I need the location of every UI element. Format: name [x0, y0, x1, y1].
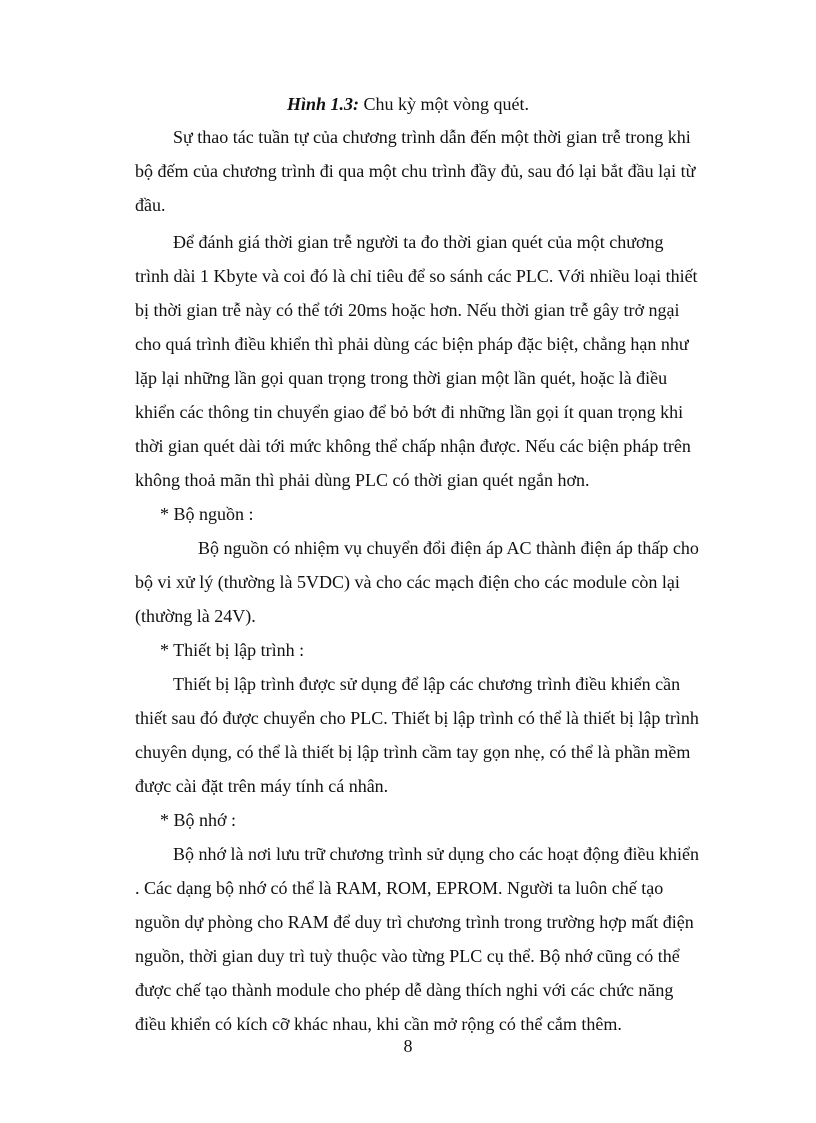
text-line: thời gian quét dài tới mức không thể chấp nhận được. Nếu các biện pháp trên [135, 436, 691, 456]
section-heading-programming-device: * Thiết bị lập trình : [160, 640, 305, 660]
text-line: không thoả mãn thì phải dùng PLC có thời gian quét ngắn hơn. [135, 470, 590, 490]
page-number: 8 [403, 1036, 413, 1056]
figure-caption [0, 92, 816, 116]
text-line: trình dài 1 Kbyte và coi đó là chỉ tiêu để so sánh các PLC. Với nhiều loại thiết [135, 266, 698, 286]
text-line: điều khiển có kích cỡ khác nhau, khi cần mở rộng có thể cắm thêm. [135, 1014, 622, 1034]
section-heading-power-supply: * Bộ nguồn : [160, 504, 254, 524]
text-line: cho quá trình điều khiển thì phải dùng các biện pháp đặc biệt, chẳng hạn như [135, 334, 689, 354]
text-line: Bộ nhớ là nơi lưu trữ chương trình sử dụng cho các hoạt động điều khiển [173, 844, 699, 864]
text-line: bị thời gian trễ này có thể tới 20ms hoặc hơn. Nếu thời gian trễ gây trở ngại [135, 300, 680, 320]
text-line: đầu. [135, 195, 166, 215]
text-line: được cài đặt trên máy tính cá nhân. [135, 776, 389, 796]
text-line: (thường là 24V). [135, 606, 256, 626]
text-line: nguồn dự phòng cho RAM để duy trì chương trình trong trường hợp mất điện [135, 912, 694, 932]
text-line: nguồn, thời gian duy trì tuỳ thuộc vào từng PLC cụ thể. Bộ nhớ cũng có thể [135, 946, 680, 966]
text-line: chuyên dụng, có thể là thiết bị lập trình cầm tay gọn nhẹ, có thể là phần mềm [135, 742, 691, 762]
text-line: Bộ nguồn có nhiệm vụ chuyển đổi điện áp AC thành điện áp thấp cho [198, 538, 699, 558]
text-line: Thiết bị lập trình được sử dụng để lập các chương trình điều khiển cần [173, 674, 681, 694]
text-line: lặp lại những lần gọi quan trọng trong thời gian một lần quét, hoặc là điều [135, 368, 668, 388]
text-line: Để đánh giá thời gian trễ người ta đo thời gian quét của một chương [173, 232, 664, 252]
text-line: Sự thao tác tuần tự của chương trình dẫn đến một thời gian trễ trong khi [173, 127, 691, 147]
figure-label: Hình 1.3: [286, 94, 360, 114]
figure-caption-text: Chu kỳ một vòng quét. [359, 94, 530, 114]
text-line: khiển các thông tin chuyển giao để bỏ bớt đi những lần gọi ít quan trọng khi [135, 402, 684, 422]
text-line: được chế tạo thành module cho phép dễ dàng thích nghi với các chức năng [135, 980, 674, 1000]
text-line: . Các dạng bộ nhớ có thể là RAM, ROM, EPROM. Người ta luôn chế tạo [135, 878, 664, 898]
text-line: bộ vi xử lý (thường là 5VDC) và cho các mạch điện cho các module còn lại [135, 572, 680, 592]
text-line: thiết sau đó được chuyển cho PLC. Thiết bị lập trình có thể là thiết bị lập trình [135, 708, 699, 728]
section-heading-memory: * Bộ nhớ : [160, 810, 237, 830]
text-line: bộ đếm của chương trình đi qua một chu trình đầy đủ, sau đó lại bắt đầu lại từ [135, 161, 696, 181]
